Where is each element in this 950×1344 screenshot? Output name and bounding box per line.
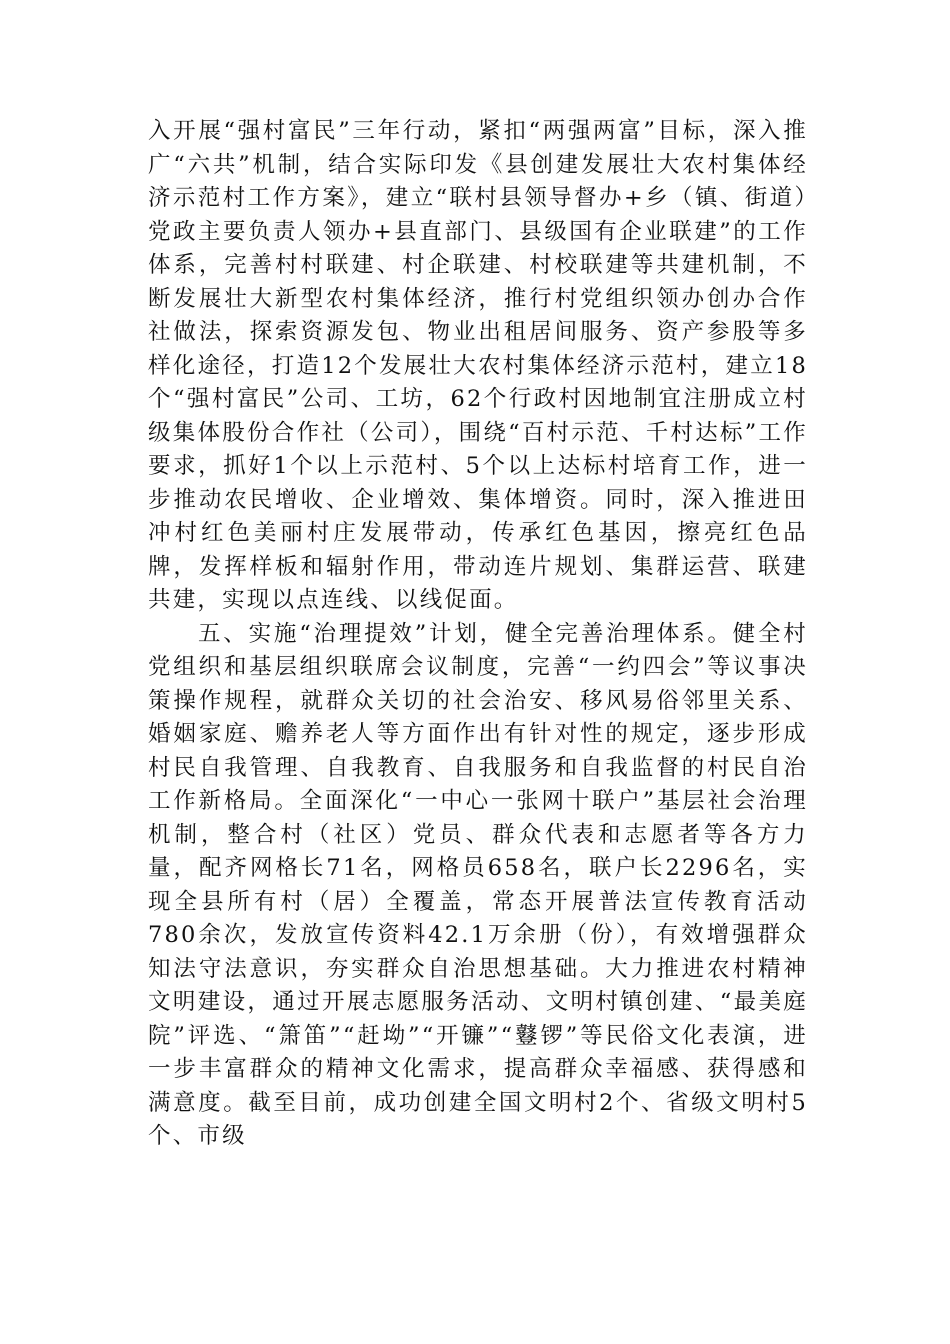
document-body bbox=[148, 115, 808, 1154]
paragraph-collective-economy: 入开展“强村富民”三年行动，紧扣“两强两富”目标，深入推广“六共”机制，结合实际印发《县创建发展壮大农村集体经济示范村工作方案》，建立“联村县领导督办+乡（镇、街道）党政主要负责人领办+县直部门、县级国有企业联建”的工作体系，完善村村联建、村企联建、村校联建等共建机制，不断发展壮大新型农村集体经济，推行村党组织领办创办合作社做法，探索资源发包、物业出租居间服务、资产参股等多样化途径，打造12个发展壮大农村集体经济示范村，建立18个“强村富民”公司、工坊，62个行政村因地制宜注册成立村级集体股份合作社（公司），围绕“百村示范、千村达标”工作要求，抓好1个以上示范村、5个以上达标村培育工作，进一步推动农民增收、企业增效、集体增资。同时，深入推进田冲村红色美丽村庄发展带动，传承红色基因，擦亮红色品牌，发挥样板和辐射作用，带动连片规划、集群运营、联建共建，实现以点连线、以线促面。 bbox=[148, 118, 808, 613]
paragraph-governance-plan: 五、实施“治理提效”计划，健全完善治理体系。健全村党组织和基层组织联席会议制度，完善“一约四会”等议事决策操作规程，就群众关切的社会治安、移风易俗邻里关系、婚姻家庭、赡养老人等方面作出有针对性的规定，逐步形成村民自我管理、自我教育、自我服务和自我监督的村民自治工作新格局。全面深化“一中心一张网十联户”基层社会治理机制，整合村（社区）党员、群众代表和志愿者等各方力量，配齐网格长71名，网格员658名，联户长2296名，实现全县所有村（居）全覆盖，常态开展普法宣传教育活动780余次，发放宣传资料42.1万余册（份），有效增强群众知法守法意识，夯实群众自治思想基础。大力推进农村精神文明建设，通过开展志愿服务活动、文明村镇创建、“最美庭院”评选、“箫笛”“赶坳”“开镰”“鼟锣”等民俗文化表演，进一步丰富群众的精神文化需求，提高群众幸福感、获得感和满意度。截至目前，成功创建全国文明村2个、省级文明村5个、市级 bbox=[148, 620, 808, 1149]
